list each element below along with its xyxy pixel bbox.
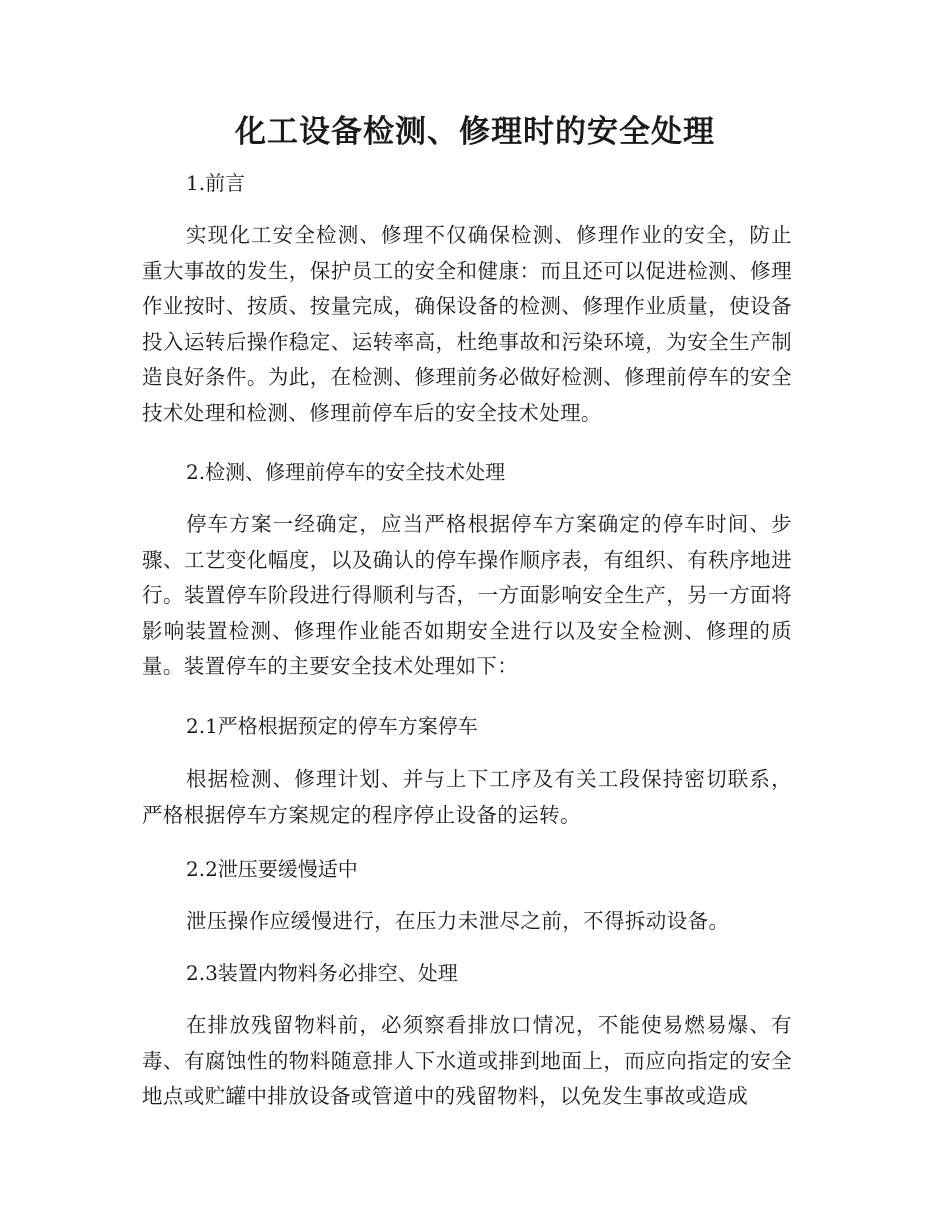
section-heading-2-1: 2.1严格根据预定的停车方案停车: [186, 714, 478, 738]
document-title: 化工设备检测、修理时的安全处理: [235, 114, 715, 150]
section-paragraph-2-1: 根据检测、修理计划、并与上下工序及有关工段保持密切联系，严格根据停车方案规定的程序停止设备的运转。: [142, 767, 792, 827]
section-paragraph-2: 停车方案一经确定，应当严格根据停车方案确定的停车时间、步骤、工艺变化幅度，以及确认的停车操作顺序表，有组织、有秩序地进行。装置停车阶段进行得顺利与否，一方面影响安全生产，另一方面将影响装置检测、修理作业能否如期安全进行以及安全检测、修理的质量。装置停车的主要安全技术处理如下：: [142, 512, 792, 679]
section-heading-2: 2.检测、修理前停车的安全技术处理: [186, 460, 506, 484]
section-paragraph-preface: 实现化工安全检测、修理不仅确保检测、修理作业的安全，防止重大事故的发生，保护员工的安全和健康：而且还可以促进检测、修理作业按时、按质、按量完成，确保设备的检测、修理作业质量，使设备投入运转后操作稳定、运转率高，杜绝事故和污染环境，为安全生产制造良好条件。为此，在检测、修理前务必做好检测、修理前停车的安全技术处理和检测、修理前停车后的安全技术处理。: [142, 223, 792, 425]
section-paragraph-2-3: 在排放残留物料前，必须察看排放口情况，不能使易燃易爆、有毒、有腐蚀性的物料随意排人下水道或排到地面上，而应向指定的安全地点或贮罐中排放设备或管道中的残留物料，以免发生事故或造成: [142, 1013, 792, 1109]
section-heading-2-2: 2.2泄压要缓慢适中: [186, 857, 358, 881]
section-paragraph-2-2: 泄压操作应缓慢进行，在压力未泄尽之前，不得拆动设备。: [186, 909, 730, 933]
section-heading-preface: 1.前言: [186, 171, 246, 195]
section-heading-2-3: 2.3装置内物料务必排空、处理: [186, 961, 458, 985]
